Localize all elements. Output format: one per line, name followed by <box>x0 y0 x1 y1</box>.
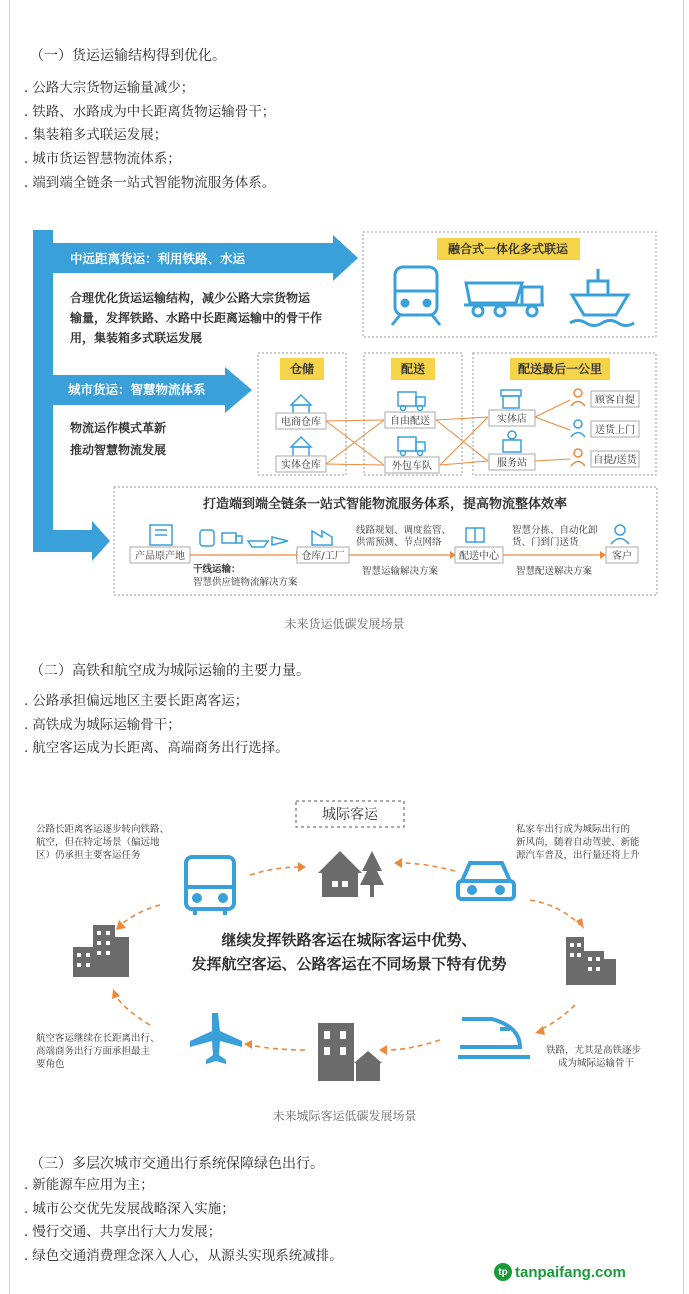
road-note-line: 公路长距离客运逐步转向铁路、 <box>36 824 170 835</box>
service-station: 服务站 <box>497 458 527 469</box>
house-icon <box>318 851 362 897</box>
trunk-label: 干线运输： <box>193 564 241 575</box>
rail-note-line: 成为城际运输骨干 <box>558 1058 635 1069</box>
tree-icon <box>360 851 384 897</box>
desc2-line: 物流运作模式革新 <box>70 421 167 435</box>
outsourced: 外包车队 <box>392 461 432 472</box>
air-note-line: 航空客运继续在长距离出行、 <box>36 1033 160 1044</box>
planning-line: 供需预测、节点网络 <box>356 537 442 548</box>
buildings-left-icon <box>73 925 129 977</box>
section1-bullets <box>24 77 275 195</box>
section3-bullets <box>24 1174 343 1269</box>
list-item: . 端到端全链条一站式智能物流服务体系。 <box>24 172 275 196</box>
car-note-line: 新风尚，随着自动驾驶、新能 <box>516 837 640 848</box>
main-trunk-bar <box>33 230 53 550</box>
bus-icon <box>186 857 234 915</box>
store: 实体店 <box>497 414 527 425</box>
train-icon <box>392 267 440 325</box>
trunk-sub: 智慧供应链物流解决方案 <box>193 577 298 588</box>
person-icon <box>571 389 585 406</box>
section1-heading: （一）货运运输结构得到优化。 <box>30 48 226 64</box>
self-or-deliver: 自提/送货 <box>593 455 637 466</box>
warehouse-title: 仓储 <box>289 362 315 376</box>
distribution-icon <box>466 528 484 542</box>
car-note-line: 私家车出行成为城际出行的 <box>516 824 631 835</box>
desc1-line: 用，集装箱多式联运发展 <box>70 331 203 345</box>
truck-icon <box>464 283 544 316</box>
arrow2-label: 城市货运：智慧物流体系 <box>68 382 206 397</box>
airplane-icon <box>190 1013 242 1064</box>
leaf-logo-icon: tp <box>494 1263 512 1281</box>
arrow3-body <box>33 530 93 552</box>
person-icon <box>571 449 585 466</box>
arrow2-head <box>225 367 252 413</box>
center-line: 继续发挥铁路客运在城际客运中优势、 <box>221 931 477 949</box>
brand-watermark <box>494 1263 626 1281</box>
flow-arrowhead <box>600 551 606 559</box>
delivery-title: 配送 <box>400 362 426 376</box>
factory-icon <box>312 531 332 545</box>
list-item: . 新能源车应用为主； <box>24 1174 343 1198</box>
arrow1-label: 中远距离货运：利用铁路、水运 <box>70 251 246 266</box>
ship-icon <box>570 269 634 326</box>
car-note-line: 源汽车普及，出行量还将上升 <box>516 850 640 861</box>
caption2: 未来城际客运低碳发展场景 <box>272 1109 417 1123</box>
car-icon <box>458 863 514 899</box>
air-note-line: 要角色 <box>36 1059 65 1070</box>
office-building-icon <box>318 1023 382 1081</box>
customer-icon <box>611 525 629 544</box>
intercity-title: 城际客运 <box>322 807 378 823</box>
wh-factory: 仓库/工厂 <box>301 551 345 562</box>
customer: 客户 <box>612 551 632 562</box>
origin: 产品原产地 <box>135 551 185 562</box>
list-item: . 城市货运智慧物流体系； <box>24 148 275 172</box>
list-item: . 集装箱多式联运发展； <box>24 124 275 148</box>
arrow3-head <box>92 521 110 561</box>
desc1-line: 输量，发挥铁路、水路中长距离运输中的骨干作 <box>70 311 323 325</box>
list-item: . 城市公交优先发展战略深入实施； <box>24 1198 343 1222</box>
planning-line: 线路规划、调度监管、 <box>356 525 452 536</box>
van-icon <box>398 437 425 456</box>
section2-bullets <box>24 690 289 761</box>
list-item: . 公路承担偏远地区主要长距离客运； <box>24 690 289 714</box>
pickup: 顾客自提 <box>595 395 635 406</box>
door: 送货上门 <box>595 425 635 436</box>
desc2-line: 推动智慧物流发展 <box>70 443 167 457</box>
list-item: . 慢行交通、共享出行大力发展； <box>24 1221 343 1245</box>
person-icon <box>571 420 585 437</box>
list-item: . 铁路、水路成为中长距离货物运输骨干； <box>24 101 275 125</box>
intercity-diagram <box>0 795 689 1100</box>
freight-diagram <box>0 225 689 605</box>
service-station-icon <box>503 431 521 452</box>
caption1: 未来货运低碳发展场景 <box>284 617 405 631</box>
warehouse-icon <box>291 437 311 457</box>
smart-transport: 智慧运输解决方案 <box>362 566 439 577</box>
sorting-line: 智慧分拣、自动化卸 <box>512 525 598 536</box>
end2end-title: 打造端到端全链条一站式智能物流服务体系，提高物流整体效率 <box>202 497 568 512</box>
lastmile-title: 配送最后一公里 <box>517 362 603 376</box>
list-item: . 高铁成为城际运输骨干； <box>24 714 289 738</box>
list-item: . 公路大宗货物运输量减少； <box>24 77 275 101</box>
list-item: . 航空客运成为长距离、高端商务出行选择。 <box>24 737 289 761</box>
transport-icons <box>200 530 288 547</box>
van-icon <box>398 392 425 411</box>
high-speed-train-icon <box>458 1019 530 1057</box>
self-delivery: 自由配送 <box>390 416 430 427</box>
physical-wh: 实体仓库 <box>281 460 321 471</box>
road-note-line: 航空，但在特定场景（偏远地 <box>36 837 160 848</box>
air-note-line: 高端商务出行方面承担最主 <box>36 1046 151 1057</box>
list-item: . 绿色交通消费理念深入人心，从源头实现系统减排。 <box>24 1245 343 1269</box>
dist-center: 配送中心 <box>459 551 499 562</box>
section3-heading: （三）多层次城市交通出行系统保障绿色出行。 <box>30 1156 324 1172</box>
multimodal-title: 融合式一体化多式联运 <box>447 242 569 256</box>
desc1-line: 合理优化货运运输结构，减少公路大宗货物运 <box>70 291 311 305</box>
center-line: 发挥航空客运、公路客运在不同场景下特有优势 <box>191 955 507 973</box>
sorting-line: 货、门到门送货 <box>512 537 579 548</box>
smart-delivery: 智慧配送解决方案 <box>516 566 593 577</box>
buildings-right-icon <box>566 937 616 985</box>
section2-heading: （二）高铁和航空成为城际运输的主要力量。 <box>30 663 310 679</box>
building-icon <box>150 525 172 545</box>
arrow1-head <box>333 235 358 281</box>
brand-text: tanpaifang.com <box>515 1263 626 1281</box>
store-icon <box>501 390 521 408</box>
rail-note-line: 铁路，尤其是高铁逐步 <box>546 1045 642 1056</box>
road-note-line: 区）仍承担主要客运任务 <box>36 850 141 861</box>
ecommerce-wh: 电商仓库 <box>281 417 321 428</box>
